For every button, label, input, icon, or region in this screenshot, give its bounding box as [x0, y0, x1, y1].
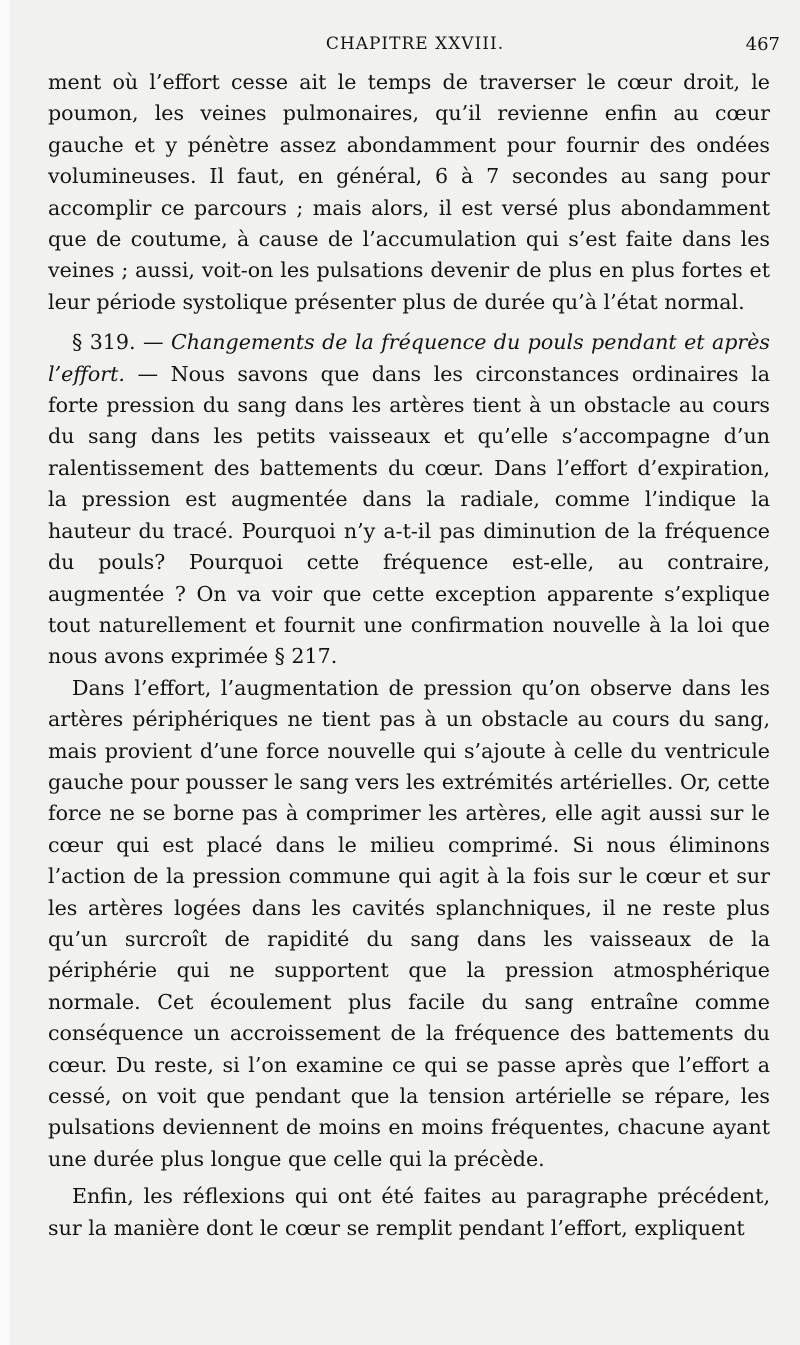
body-text [48, 67, 770, 1244]
section-body: — Nous savons que dans les circonstances ordinaires la forte pression du sang dans les artères tient à un obstacle au cours du sang dans les petits vaisseaux et qu’elle s’accompagne d’un ralentissement des battements du cœur. Dans l’effort d’expiration, la pression est augmentée dans la radiale, comme l’indique la hauteur du tracé. Pourquoi n’y a-t-il pas diminution de la fréquence du pouls? Pourquoi cette fréquence est-elle, au contraire, augmentée ? On va voir que cette exception apparente s’explique tout naturellement et fournit une confirmation nouvelle à la loi que nous avons exprimée § 217. [48, 361, 770, 669]
page-number: 467 [745, 34, 780, 55]
section-number: § 319. — [72, 330, 171, 355]
paragraph-enfin: Enfin, les réflexions qui ont été faites au paragraphe précédent, sur la manière dont le cœur se remplit pendant l’effort, expliquent [48, 1184, 770, 1240]
section-title: Changements de la fréquence du pouls pendant et après l’effort. [48, 330, 771, 386]
paragraph-effort: Dans l’effort, l’augmentation de pression qu’on observe dans les artères périphériques ne tient pas à un obstacle au cours du sang, mais provient d’une force nouvelle qui s’ajoute à celle du ventricule gauche pour pousser le sang vers les extrémités artérielles. Or, cette force ne se borne pas à comprimer les artères, elle agit aussi sur le cœur qui est placé dans le milieu comprimé. Si nous éliminons l’action de la pression commune qui agit à la fois sur le cœur et sur les artères logées dans les cavités splanchniques, il ne reste plus qu’un surcroît de rapidité du sang dans les vaisseaux de la périphérie qui ne supportent que la pression atmosphérique normale. Cet écoulement plus facile du sang entraîne comme conséquence un accroissement de la fréquence des battements du cœur. Du reste, si l’on examine ce qui se passe après que l’effort a cessé, on voit que pendant que la tension artérielle se répare, les pulsations deviennent de moins en moins fréquentes, chacune ayant une durée plus longue que celle qui la précède. [48, 675, 770, 1171]
running-head [50, 34, 780, 58]
paragraph-continuation: ment où l’effort cesse ait le temps de traverser le cœur droit, le poumon, les veines pulmonaires, qu’il revienne enfin au cœur gauche et y pénètre assez abondamment pour fournir des ondées volumineuses. Il faut, en général, 6 à 7 secondes au sang pour accomplir ce parcours ; mais alors, il est versé plus abondamment que de coutume, à cause de l’accumulation qui s’est faite dans les veines ; aussi, voit-on les pulsations devenir de plus en plus fortes et leur période systolique présenter plus de durée qu’à l’état normal. [48, 70, 770, 314]
paragraph-section-319 [48, 327, 770, 672]
chapter-title: CHAPITRE XXVIII. [325, 34, 505, 54]
